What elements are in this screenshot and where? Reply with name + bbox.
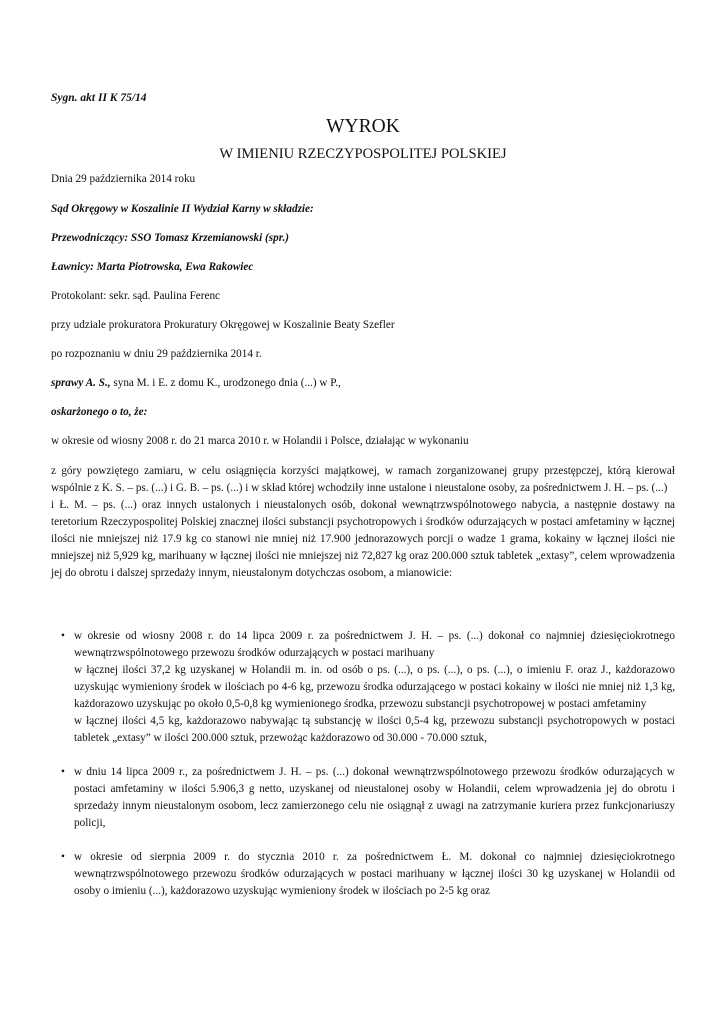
charge-period: w okresie od wiosny 2008 r. do 21 marca 2010 r. w Holandii i Polsce, działając w wykonaniu [51, 435, 469, 447]
charge-paragraph-part-2: i Ł. M. – ps. (...) oraz innych ustalonych i nieustalonych osób, dokonał wewnątrzwspólnotowego nabycia, a następnie dostawy na teretorium Rzeczypospolitej Polskiej znacznej ilości substancji psychotropowych i środków odurzających w postaci amfetaminy w łącznej ilości nie mniejszej niż 17.9 kg co stanowi nie mniej niż 17.900 jednorazowych porcji o wadze 1 grama, kokainy w łącznej ilości nie mniejszej niż 5,929 kg, marihuany w łącznej ilości nie mniejszej niż 72,827 kg oraz 200.000 sztuk tabletek „extasy”, celem wprowadzenia jej do obrotu i dalszej sprzedaży innym, nieustalonym dotychczas osobom, a mianowicie: [51, 499, 675, 579]
lay-judges: Ławnicy: Marta Piotrowska, Ewa Rakowiec [51, 261, 254, 273]
bullet-icon: • [61, 630, 65, 642]
list-item [61, 628, 675, 747]
hearing-date: po rozpoznaniu w dniu 29 października 2014 r. [51, 348, 262, 360]
document-subtitle: W IMIENIU RZECZYPOSPOLITEJ POLSKIEJ [219, 146, 507, 162]
charge-paragraph [51, 463, 675, 582]
accused-label: oskarżonego o to, że: [51, 406, 148, 418]
presiding-judge: Przewodniczący: SSO Tomasz Krzemianowski (spr.) [51, 232, 289, 244]
verdict-date: Dnia 29 października 2014 roku [51, 173, 196, 185]
court-clerk: Protokolant: sekr. sąd. Paulina Ferenc [51, 290, 221, 302]
list-item-text: w okresie od wiosny 2008 r. do 14 lipca 2009 r. za pośrednictwem J. H. – ps. (...) dokonał co najmniej dziesięciokrotnego wewnątrzwspólnotowego przewozu środków odurzających w postaci marihuany [74, 630, 675, 659]
charge-paragraph-part-1: z góry powziętego zamiaru, w celu osiągnięcia korzyści majątkowej, w ramach zorganizowanej grupy przestępczej, którą kierował wspólnie z K. S. – ps. (...) i G. B. – ps. (...) i w skład której wchodziły inne ustalone i nieustalone osoby, za pośrednictwem J. H. – ps. (...) [51, 465, 675, 494]
list-item-text: w łącznej ilości 37,2 kg uzyskanej w Holandii m. in. od osób o ps. (...), o ps. (...), o ps. (...), o imieniu F. oraz J., każdorazowo uzyskując wymieniony środek w ilościach po 4-6 kg, przewozu środka odurzającego w postaci kokainy w ilości nie mniej niż 1,3 kg, każdorazowo uzyskując po około 0,5-0,8 kg wymienionego środka, przewozu substancji psychotropowej w postaci amfetaminy [74, 664, 675, 710]
case-signature: Sygn. akt II K 75/14 [51, 92, 147, 104]
court-composition: Sąd Okręgowy w Koszalinie II Wydział Karny w składzie: [51, 203, 314, 215]
list-item [61, 849, 675, 900]
case-label: sprawy A. S., [51, 377, 111, 389]
list-item-text: w dniu 14 lipca 2009 r., za pośrednictwem J. H. – ps. (...) dokonał wewnątrzwspólnotowego przewozu środków odurzających w postaci amfetaminy w ilości 5.906,3 g netto, uzyskanej od nieustalonej osoby w Holandii, celem wprowadzenia jej do obrotu i sprzedaży innym nieustalonym osobom, lecz zamierzonego celu nie osiągnął z uwagi na zatrzymanie kuriera przez funkcjonariuszy policji, [74, 766, 675, 829]
list-item-text: w łącznej ilości 4,5 kg, każdorazowo nabywając tą substancję w ilości 0,5-4 kg, przewozu substancji psychotropowych w postaci tabletek „extasy” w ilości 200.000 sztuk, przewożąc każdorazowo od 30.000 - 70.000 sztuk, [74, 715, 675, 744]
document-title: WYROK [326, 116, 400, 137]
prosecutor: przy udziale prokuratora Prokuratury Okręgowej w Koszalinie Beaty Szefler [51, 319, 395, 331]
list-item-text: w okresie od sierpnia 2009 r. do stycznia 2010 r. za pośrednictwem Ł. M. dokonał co najmniej dziesięciokrotnego wewnątrzwspólnotowego przewozu środków odurzających w postaci marihuany w łącznej ilości 30 kg uzyskanej w Holandii od osoby o imieniu (...), każdorazowo uzyskując wymieniony środek w ilościach po 2-5 kg oraz [74, 851, 675, 897]
case-line [51, 375, 341, 392]
bullet-icon: • [61, 766, 65, 778]
bullet-icon: • [61, 851, 65, 863]
list-item [61, 764, 675, 832]
charge-items-list [61, 628, 675, 917]
case-details: syna M. i E. z domu K., urodzonego dnia (...) w P., [110, 377, 341, 389]
